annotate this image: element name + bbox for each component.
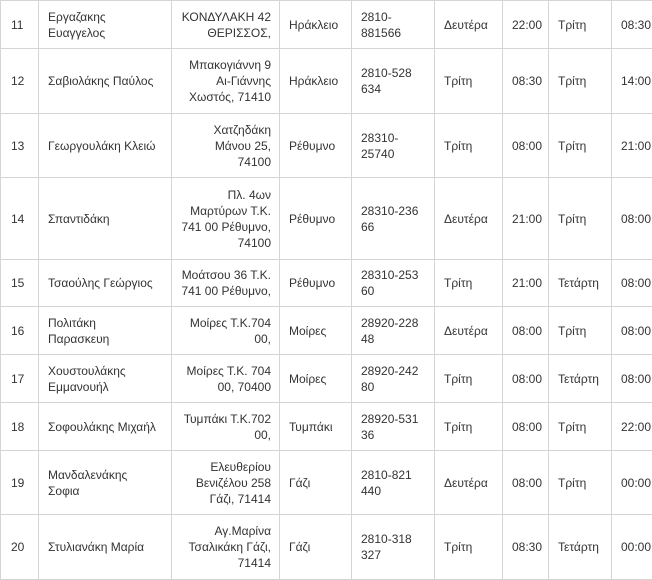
- address-line: 00, 70400: [178, 379, 271, 395]
- start-day-cell: Τρίτη: [435, 403, 503, 451]
- city-cell: Μοίρες: [280, 355, 352, 403]
- address-line: 741 00 Ρέθυμνο,: [178, 283, 271, 299]
- city-cell: Ρέθυμνο: [280, 260, 352, 307]
- pharmacist-name-line: Σπαντιδάκη: [48, 211, 171, 227]
- address-line: Γάζι, 71414: [178, 491, 271, 507]
- pharmacist-name-line: Ευαγγελος: [48, 25, 171, 41]
- end-time-cell: 00:00: [612, 515, 652, 580]
- row-number-cell: 20: [1, 515, 39, 580]
- pharmacist-name-line: Εργαζακης: [48, 9, 171, 25]
- pharmacist-name-cell: [39, 178, 172, 260]
- end-time-cell: 00:00: [612, 451, 652, 515]
- address-cell: [172, 403, 280, 451]
- table-row: [1, 451, 652, 515]
- phone-line: 2810-318: [361, 531, 434, 547]
- pharmacist-name-cell: [39, 515, 172, 580]
- table-row: [1, 178, 652, 260]
- address-line: Ελευθερίου: [178, 459, 271, 475]
- start-time-cell: 08:00: [503, 307, 549, 355]
- pharmacist-name-cell: [39, 260, 172, 307]
- end-day-cell: Τετάρτη: [549, 355, 612, 403]
- phone-cell: [352, 114, 435, 178]
- start-time-cell: 08:00: [503, 451, 549, 515]
- phone-line: 28920-531: [361, 411, 434, 427]
- end-time-cell: 08:00: [612, 260, 652, 307]
- city-cell: Μοίρες: [280, 307, 352, 355]
- address-line: Αγ.Μαρίνα: [178, 523, 271, 539]
- pharmacist-name-line: Στυλιανάκη Μαρία: [48, 539, 171, 555]
- phone-line: 36: [361, 427, 434, 443]
- phone-line: 2810-821: [361, 467, 434, 483]
- end-day-cell: Τρίτη: [549, 307, 612, 355]
- start-time-cell: 08:00: [503, 114, 549, 178]
- table-row: [1, 307, 652, 355]
- address-line: ΚΟΝΔΥΛΑΚΗ 42: [178, 9, 271, 25]
- address-line: Βενιζέλου 258: [178, 475, 271, 491]
- phone-line: 2810-: [361, 9, 434, 25]
- address-line: 741 00 Ρέθυμνο,: [178, 219, 271, 235]
- pharmacist-name-line: Σοφια: [48, 483, 171, 499]
- address-cell: [172, 1, 280, 49]
- phone-cell: [352, 355, 435, 403]
- start-time-cell: 21:00: [503, 178, 549, 260]
- pharmacist-name-cell: [39, 1, 172, 49]
- city-cell: Ηράκλειο: [280, 49, 352, 114]
- end-day-cell: Τρίτη: [549, 114, 612, 178]
- address-line: ΘΕΡΙΣΣΟΣ,: [178, 25, 271, 41]
- start-time-cell: 08:00: [503, 355, 549, 403]
- table-row: [1, 1, 652, 49]
- address-line: Μοίρες Τ.Κ. 704: [178, 363, 271, 379]
- address-cell: [172, 178, 280, 260]
- phone-line: 28310-: [361, 130, 434, 146]
- end-time-cell: 08:00: [612, 307, 652, 355]
- pharmacist-name-line: Μανδαλενάκης: [48, 467, 171, 483]
- pharmacist-name-cell: [39, 114, 172, 178]
- city-cell: Ρέθυμνο: [280, 114, 352, 178]
- row-number-cell: 17: [1, 355, 39, 403]
- end-day-cell: Τετάρτη: [549, 260, 612, 307]
- row-number-cell: 13: [1, 114, 39, 178]
- phone-line: 28920-228: [361, 315, 434, 331]
- pharmacist-name-line: Τσαούλης Γεώργιος: [48, 275, 171, 291]
- table-row: [1, 355, 652, 403]
- city-cell: Ρέθυμνο: [280, 178, 352, 260]
- start-time-cell: 22:00: [503, 1, 549, 49]
- phone-cell: [352, 515, 435, 580]
- pharmacist-name-line: Εμμανουήλ: [48, 379, 171, 395]
- phone-line: 28310-253: [361, 267, 434, 283]
- address-line: 71414: [178, 555, 271, 571]
- start-day-cell: Δευτέρα: [435, 451, 503, 515]
- phone-line: 66: [361, 219, 434, 235]
- start-time-cell: 08:00: [503, 403, 549, 451]
- address-line: Αι-Γιάννης: [178, 73, 271, 89]
- phone-line: 440: [361, 483, 434, 499]
- city-cell: Γάζι: [280, 451, 352, 515]
- phone-line: 60: [361, 283, 434, 299]
- pharmacist-name-cell: [39, 307, 172, 355]
- row-number-cell: 19: [1, 451, 39, 515]
- phone-line: 25740: [361, 146, 434, 162]
- start-time-cell: 21:00: [503, 260, 549, 307]
- end-day-cell: Τρίτη: [549, 403, 612, 451]
- start-day-cell: Τρίτη: [435, 114, 503, 178]
- address-line: Μπακογιάννη 9: [178, 57, 271, 73]
- phone-cell: [352, 1, 435, 49]
- pharmacist-name-cell: [39, 451, 172, 515]
- phone-cell: [352, 307, 435, 355]
- address-line: Μοάτσου 36 Τ.Κ.: [178, 267, 271, 283]
- address-line: 74100: [178, 235, 271, 251]
- row-number-cell: 14: [1, 178, 39, 260]
- pharmacist-name-line: Χουστουλάκης: [48, 363, 171, 379]
- address-cell: [172, 49, 280, 114]
- address-line: Μάνου 25,: [178, 138, 271, 154]
- phone-line: 634: [361, 81, 434, 97]
- address-line: Τυμπάκι Τ.Κ.702: [178, 411, 271, 427]
- end-day-cell: Τετάρτη: [549, 515, 612, 580]
- address-line: Τσαλικάκη Γάζι,: [178, 539, 271, 555]
- phone-line: 28920-242: [361, 363, 434, 379]
- table-row: [1, 515, 652, 580]
- end-day-cell: Τρίτη: [549, 1, 612, 49]
- city-cell: Τυμπάκι: [280, 403, 352, 451]
- phone-cell: [352, 178, 435, 260]
- start-time-cell: 08:30: [503, 49, 549, 114]
- start-day-cell: Δευτέρα: [435, 307, 503, 355]
- address-cell: [172, 451, 280, 515]
- address-line: Χατζηδάκη: [178, 122, 271, 138]
- end-time-cell: 21:00: [612, 114, 652, 178]
- table-row: [1, 114, 652, 178]
- table-row: [1, 260, 652, 307]
- phone-line: 80: [361, 379, 434, 395]
- pharmacist-name-line: Πολιτάκη: [48, 315, 171, 331]
- address-cell: [172, 515, 280, 580]
- phone-line: 881566: [361, 25, 434, 41]
- address-line: Μαρτύρων Τ.Κ.: [178, 203, 271, 219]
- start-day-cell: Δευτέρα: [435, 178, 503, 260]
- table-row: [1, 403, 652, 451]
- address-line: 74100: [178, 154, 271, 170]
- address-line: 00,: [178, 331, 271, 347]
- table-row: [1, 49, 652, 114]
- phone-cell: [352, 49, 435, 114]
- end-time-cell: 22:00: [612, 403, 652, 451]
- pharmacist-name-line: Γεωργουλάκη Κλειώ: [48, 138, 171, 154]
- phone-line: 28310-236: [361, 203, 434, 219]
- address-cell: [172, 307, 280, 355]
- phone-cell: [352, 260, 435, 307]
- end-time-cell: 14:00: [612, 49, 652, 114]
- city-cell: Ηράκλειο: [280, 1, 352, 49]
- pharmacist-name-line: Σαβιολάκης Παύλος: [48, 73, 171, 89]
- address-line: Χωστός, 71410: [178, 89, 271, 105]
- table-body: [1, 1, 652, 580]
- address-cell: [172, 260, 280, 307]
- start-day-cell: Τρίτη: [435, 260, 503, 307]
- pharmacist-name-cell: [39, 355, 172, 403]
- row-number-cell: 18: [1, 403, 39, 451]
- end-day-cell: Τρίτη: [549, 49, 612, 114]
- end-time-cell: 08:00: [612, 355, 652, 403]
- phone-line: 48: [361, 331, 434, 347]
- phone-cell: [352, 451, 435, 515]
- phone-line: 2810-528: [361, 65, 434, 81]
- end-time-cell: 08:00: [612, 178, 652, 260]
- pharmacist-name-cell: [39, 49, 172, 114]
- start-day-cell: Τρίτη: [435, 515, 503, 580]
- phone-line: 327: [361, 547, 434, 563]
- end-day-cell: Τρίτη: [549, 451, 612, 515]
- pharmacist-name-line: Σοφουλάκης Μιχαήλ: [48, 419, 171, 435]
- start-day-cell: Τρίτη: [435, 355, 503, 403]
- start-day-cell: Τρίτη: [435, 49, 503, 114]
- end-day-cell: Τρίτη: [549, 178, 612, 260]
- row-number-cell: 15: [1, 260, 39, 307]
- pharmacist-name-line: Παρασκευη: [48, 331, 171, 347]
- start-day-cell: Δευτέρα: [435, 1, 503, 49]
- city-cell: Γάζι: [280, 515, 352, 580]
- address-line: Πλ. 4ων: [178, 187, 271, 203]
- address-cell: [172, 114, 280, 178]
- end-time-cell: 08:30: [612, 1, 652, 49]
- row-number-cell: 12: [1, 49, 39, 114]
- row-number-cell: 11: [1, 1, 39, 49]
- address-line: Μοίρες Τ.Κ.704: [178, 315, 271, 331]
- address-line: 00,: [178, 427, 271, 443]
- start-time-cell: 08:30: [503, 515, 549, 580]
- phone-cell: [352, 403, 435, 451]
- pharmacist-name-cell: [39, 403, 172, 451]
- row-number-cell: 16: [1, 307, 39, 355]
- address-cell: [172, 355, 280, 403]
